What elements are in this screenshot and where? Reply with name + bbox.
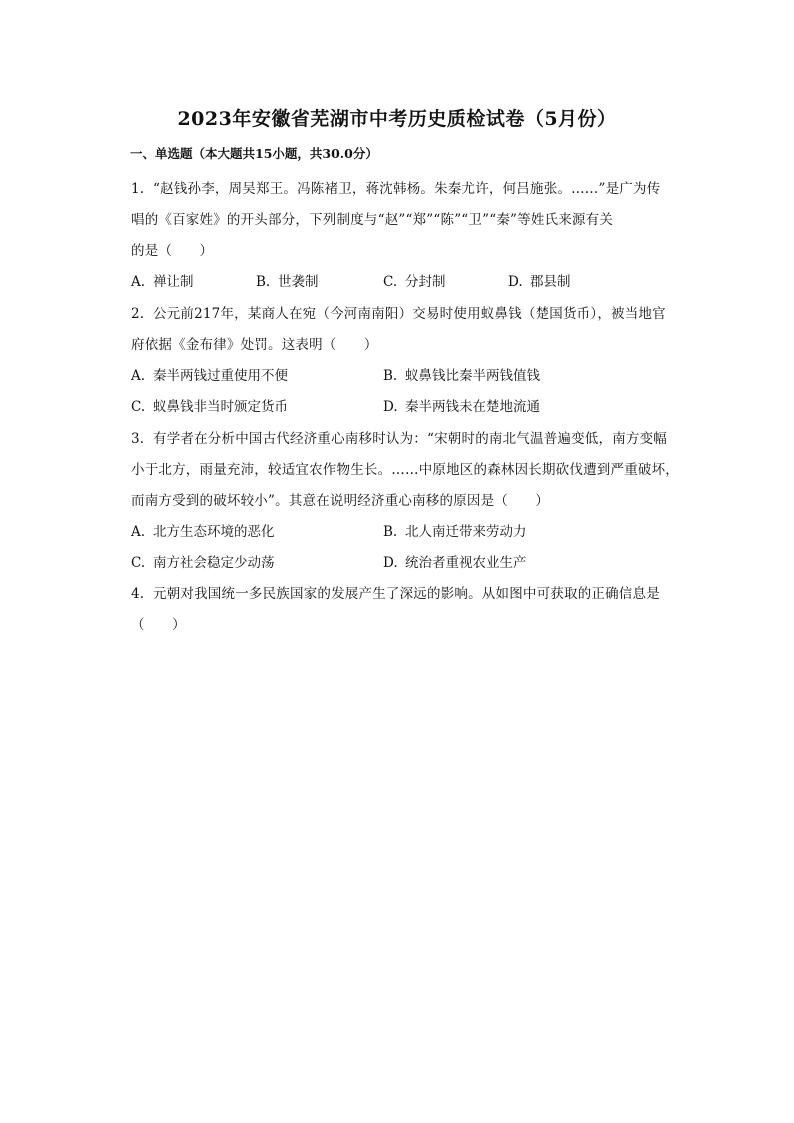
question-1-line-1 [131, 177, 660, 197]
question-3-option-c: C. 南方社会稳定少动荡 [131, 555, 275, 571]
question-4-text-line-2: （ ） [131, 617, 186, 633]
question-1-text-line-1: “赵钱孙李，周吴郑王。冯陈褚卫，蒋沈韩杨。朱秦尤许，何吕施张。……”是广为传 [153, 181, 661, 197]
question-3-text-line-2: 小于北方，雨量充沛，较适宜农作物生长。……中原地区的森林因长期砍伐遭到严重破坏， [131, 462, 679, 478]
question-1-option-c: C. 分封制 [383, 274, 446, 290]
question-3-option-b: B. 北人南迁带来劳动力 [383, 524, 527, 540]
question-2-option-d: D. 秦半两钱未在楚地流通 [383, 399, 540, 415]
question-2-option-a: A. 秦半两钱过重使用不便 [131, 368, 288, 384]
question-4-line-1 [131, 582, 660, 602]
question-2-text-line-2: 府依据《金布律》处罚。这表明（ ） [131, 337, 378, 353]
question-2-number: 2. [131, 306, 145, 322]
question-3-line-1 [131, 427, 667, 447]
question-1-option-d: D. 郡县制 [508, 274, 571, 290]
question-1-text-line-3: 的是（ ） [131, 243, 214, 259]
question-3-option-a: A. 北方生态环境的恶化 [131, 524, 275, 540]
question-3-text-line-1: 有学者在分析中国古代经济重心南移时认为：“宋朝时的南北气温普遍变低，南方变幅 [153, 431, 668, 447]
question-2-text-line-1: 公元前217年，某商人在宛（今河南南阳）交易时使用蚁鼻钱（楚国货币），被当地官 [153, 306, 666, 322]
question-3-text-line-3: 而南方受到的破坏较小”。其意在说明经济重心南移的原因是（ ） [131, 493, 550, 509]
question-1-option-a: A. 禅让制 [131, 274, 194, 290]
question-1-option-b: B. 世袭制 [256, 274, 319, 290]
section-heading: 一、单选题（本大题共15小题，共30.0分） [130, 146, 378, 161]
question-2-option-b: B. 蚁鼻钱比秦半两钱值钱 [383, 368, 540, 384]
question-3-number: 3. [131, 431, 145, 447]
question-3-option-d: D. 统治者重视农业生产 [383, 555, 527, 571]
question-4-number: 4. [131, 586, 145, 602]
question-1-number: 1. [131, 181, 145, 197]
question-2-option-c: C. 蚁鼻钱非当时颁定货币 [131, 399, 288, 415]
question-4-text-line-1: 元朝对我国统一多民族国家的发展产生了深远的影响。从如图中可获取的正确信息是 [153, 586, 660, 602]
exam-title: 2023年安徽省芜湖市中考历史质检试卷（5月份） [177, 108, 617, 130]
question-2-line-1 [131, 302, 666, 322]
question-1-text-line-2: 唱的《百家姓》的开头部分，下列制度与“赵”“郑”“陈”“卫”“秦”等姓氏来源有关 [131, 212, 614, 228]
